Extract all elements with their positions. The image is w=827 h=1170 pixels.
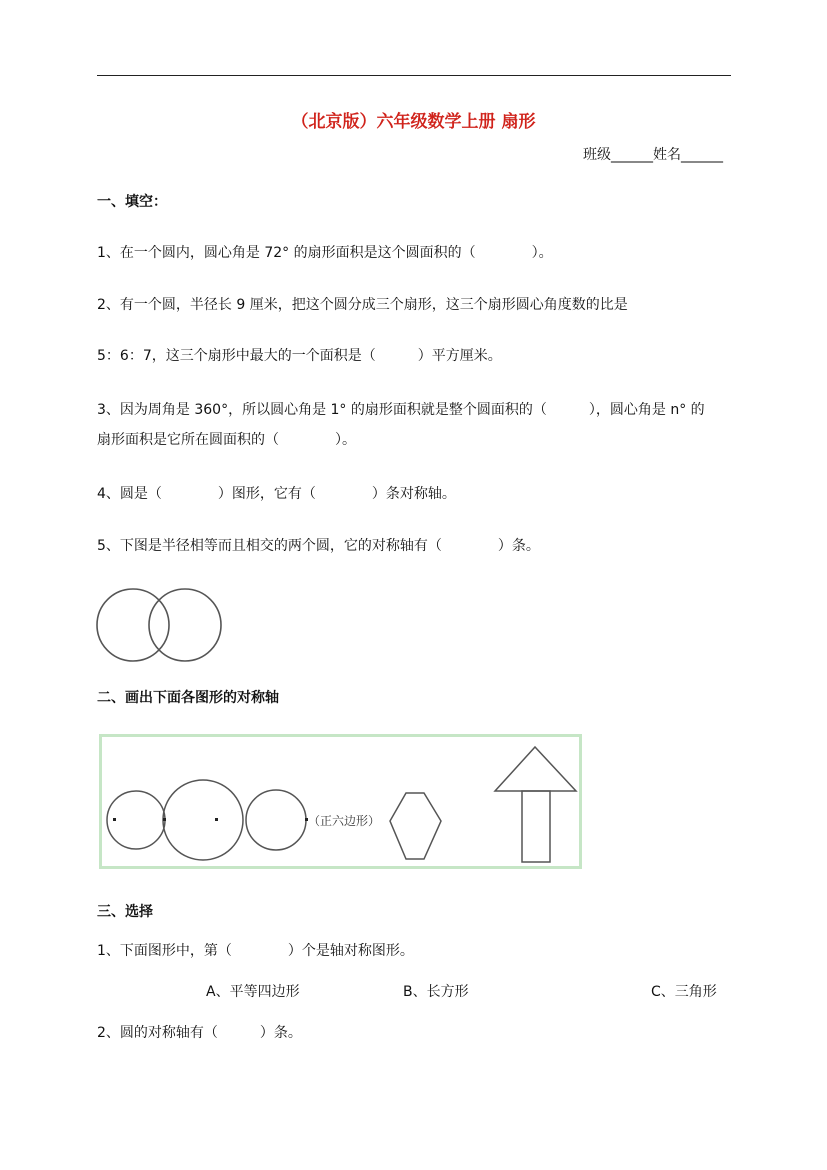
symmetry-figures [99,734,582,869]
question-2-line-1: 2、有一个圆，半径长 9 厘米，把这个圆分成三个扇形，这三个扇形圆心角度数的比是 [97,297,628,313]
hexagon-label: （正六边形） [308,814,381,828]
section-fill-heading: 一、填空： [97,194,167,210]
arrow-triangle [495,747,576,791]
top-rule [97,75,731,76]
question-3-line-2: 扇形面积是它所在圆面积的（ ）。 [97,432,356,448]
question-1: 1、在一个圆内，圆心角是 72° 的扇形面积是这个圆面积的（ ）。 [97,245,553,261]
question-3-line-1: 3、因为周角是 360°，所以圆心角是 1° 的扇形面积就是整个圆面积的（ ），圆心角是 n° 的 [97,402,705,418]
choice-option-b[interactable]: B、长方形 [403,984,469,1000]
section-draw-heading: 二、画出下面各图形的对称轴 [97,690,279,706]
regular-hexagon [390,793,441,859]
center-dot-1 [113,818,116,821]
question-4: 4、圆是（ ）图形，它有（ ）条对称轴。 [97,486,456,502]
class-name-line: 班级______姓名______ [583,147,723,163]
small-circle-right [246,790,306,850]
section-choice-heading: 三、选择 [97,904,153,920]
choice-question-1: 1、下面图形中，第（ ）个是轴对称图形。 [97,943,414,959]
right-circle [149,589,221,661]
page-title: （北京版）六年级数学上册 扇形 [291,112,536,132]
question-2-line-2: 5：6：7，这三个扇形中最大的一个面积是（ ）平方厘米。 [97,348,502,364]
question-5: 5、下图是半径相等而且相交的两个圆，它的对称轴有（ ）条。 [97,538,540,554]
center-dot-2 [163,818,166,821]
center-dot-3 [215,818,218,821]
choice-question-2: 2、圆的对称轴有（ ）条。 [97,1025,302,1041]
large-circle-middle [163,780,243,860]
arrow-shaft [522,791,550,862]
choice-option-a[interactable]: A、平等四边形 [206,984,300,1000]
choice-option-c[interactable]: C、三角形 [651,984,717,1000]
intersecting-circles-figure [96,584,226,668]
